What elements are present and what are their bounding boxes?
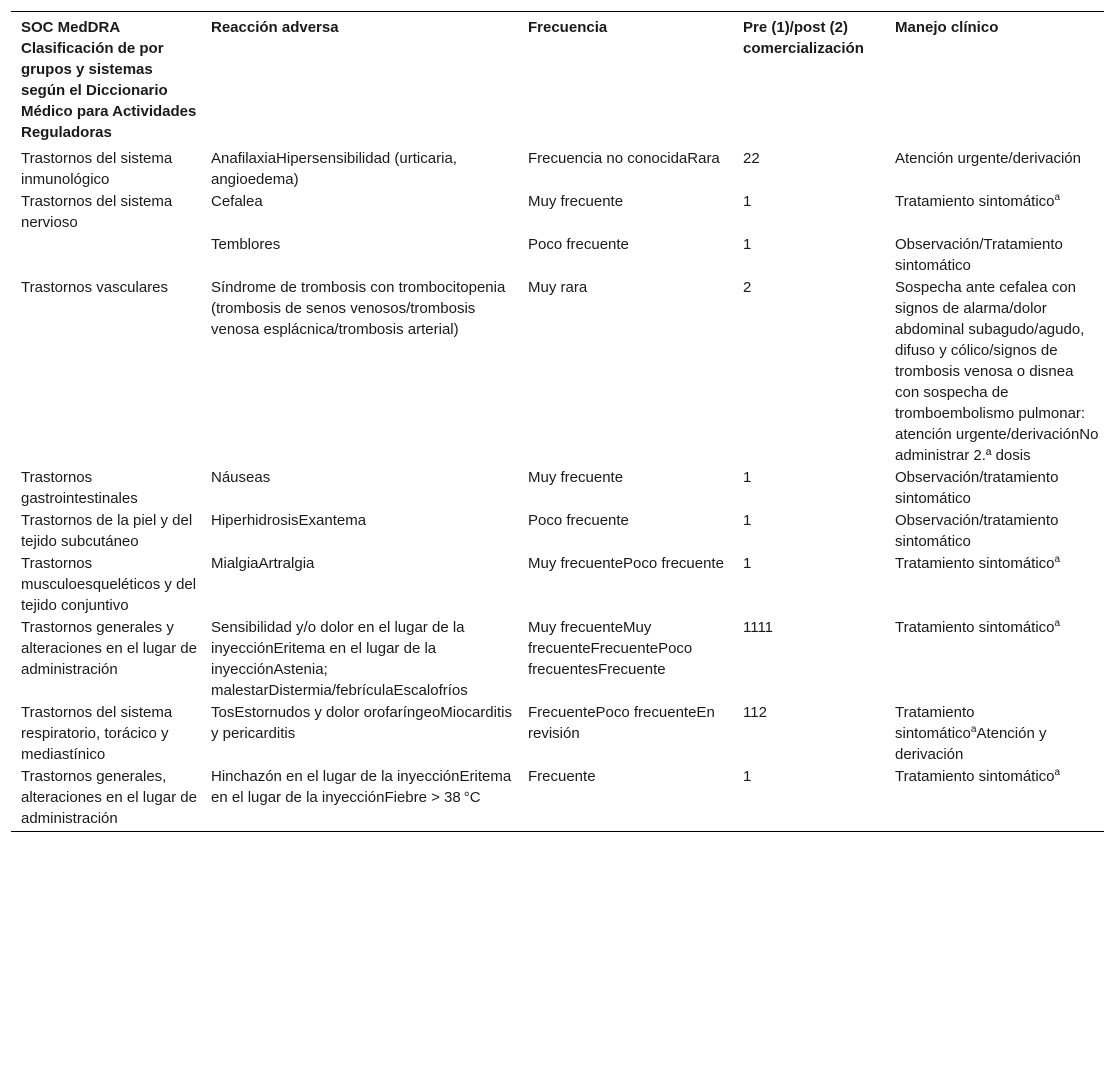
cell-prepost: 1 — [743, 193, 752, 210]
table-header — [11, 12, 1104, 147]
management-text: Observación/tratamiento sintomático — [895, 469, 1059, 507]
cell-prepost: 112 — [743, 704, 767, 721]
cell-reaction: Cefalea — [211, 193, 263, 210]
cell-frequency: Frecuente — [528, 768, 596, 785]
cell-frequency: Frecuencia no conocidaRara — [528, 150, 720, 167]
table-row — [11, 702, 1104, 766]
table-row — [11, 277, 1104, 467]
header-reaction: Reacción adversa — [211, 19, 339, 36]
cell-frequency: Poco frecuente — [528, 236, 629, 253]
cell-management — [885, 510, 1104, 553]
cell-prepost: 1 — [743, 768, 752, 785]
table-row — [11, 146, 1104, 191]
cell-reaction: Náuseas — [211, 469, 271, 486]
footnote-marker: a — [1054, 618, 1061, 629]
management-text: Observación/tratamiento sintomático — [895, 512, 1059, 550]
cell-reaction: TosEstornudos y dolor orofaríngeoMiocarditis y pericarditis — [211, 704, 512, 742]
cell-management — [885, 191, 1104, 234]
cell-prepost: 22 — [743, 150, 760, 167]
cell-reaction: Sensibilidad y/o dolor en el lugar de la inyecciónEritema en el lugar de la inyecciónAstenia; malestarDistermia/febrículaEscalofríos — [211, 619, 468, 699]
cell-management — [885, 766, 1104, 832]
cell-soc — [11, 234, 201, 277]
footnote-marker: a — [970, 724, 977, 735]
cell-frequency: Muy frecuentePoco frecuente — [528, 555, 724, 572]
cell-management — [885, 234, 1104, 277]
cell-prepost: 2 — [743, 279, 752, 296]
cell-prepost: 1 — [743, 469, 752, 486]
cell-soc: Trastornos vasculares — [21, 279, 168, 296]
cell-frequency: Muy frecuente — [528, 193, 624, 210]
table-row — [11, 467, 1104, 510]
cell-soc: Trastornos generales, alteraciones en el lugar de administración — [21, 768, 197, 827]
management-text: Sospecha ante cefalea con signos de alarma/dolor abdominal subagudo/agudo, difuso y cólico/signos de trombosis venosa o disnea con sospecha de tromboembolismo pulmonar: atención urgente/derivaciónNo administrar 2.ª dosis — [895, 279, 1099, 464]
management-text: Tratamiento sintomático — [895, 619, 1055, 636]
header-management: Manejo clínico — [895, 19, 999, 36]
header-prepost: Pre (1)/post (2) comercialización — [743, 19, 864, 57]
cell-frequency: FrecuentePoco frecuenteEn revisión — [528, 704, 715, 742]
cell-reaction: HiperhidrosisExantema — [211, 512, 367, 529]
adverse-reactions-table — [11, 11, 1104, 832]
management-text: Tratamiento sintomático — [895, 555, 1055, 572]
cell-prepost: 1 — [743, 512, 752, 529]
footnote-marker: a — [1054, 192, 1061, 203]
cell-soc: Trastornos del sistema nervioso — [21, 193, 173, 231]
cell-soc: Trastornos del sistema inmunológico — [21, 150, 173, 188]
cell-prepost: 1 — [743, 555, 752, 572]
cell-reaction: Hinchazón en el lugar de la inyecciónEritema en el lugar de la inyecciónFiebre > 38 °C — [211, 768, 512, 806]
cell-soc: Trastornos musculoesqueléticos y del tejido conjuntivo — [21, 555, 197, 614]
cell-soc: Trastornos generales y alteraciones en el lugar de administración — [21, 619, 197, 678]
management-text: Atención urgente/derivación — [895, 150, 1081, 167]
management-text: Tratamiento sintomático — [895, 704, 975, 742]
header-row — [11, 12, 1104, 147]
cell-frequency: Muy frecuenteMuy frecuenteFrecuentePoco frecuentesFrecuente — [528, 619, 693, 678]
cell-frequency: Poco frecuente — [528, 512, 629, 529]
management-text: Tratamiento sintomático — [895, 193, 1055, 210]
cell-management — [885, 146, 1104, 191]
cell-reaction: MialgiaArtralgia — [211, 555, 315, 572]
management-text: Observación/Tratamiento sintomático — [895, 236, 1063, 274]
cell-soc: Trastornos gastrointestinales — [21, 469, 138, 507]
cell-reaction: Síndrome de trombosis con trombocitopenia (trombosis de senos venosos/trombosis venosa esplácnica/trombosis arterial) — [211, 279, 506, 338]
table-row — [11, 191, 1104, 234]
cell-management — [885, 277, 1104, 467]
cell-frequency: Muy frecuente — [528, 469, 624, 486]
management-text: Tratamiento sintomático — [895, 768, 1055, 785]
management-tail-text: Atención y derivación — [895, 725, 1047, 763]
table-row — [11, 617, 1104, 702]
cell-management — [885, 702, 1104, 766]
header-frequency: Frecuencia — [528, 19, 608, 36]
table-row — [11, 234, 1104, 277]
table-row — [11, 553, 1104, 617]
footnote-marker: a — [1054, 767, 1061, 778]
table-body — [11, 146, 1104, 832]
cell-reaction: AnafilaxiaHipersensibilidad (urticaria, angioedema) — [211, 150, 457, 188]
table-row — [11, 766, 1104, 832]
cell-reaction: Temblores — [211, 236, 281, 253]
table-row — [11, 510, 1104, 553]
header-soc: SOC MedDRA Clasificación de por grupos y sistemas según el Diccionario Médico para Actividades Reguladoras — [21, 19, 197, 141]
cell-soc: Trastornos de la piel y del tejido subcutáneo — [21, 512, 193, 550]
cell-soc: Trastornos del sistema respiratorio, torácico y mediastínico — [21, 704, 173, 763]
cell-frequency: Muy rara — [528, 279, 588, 296]
footnote-marker: a — [1054, 554, 1061, 565]
cell-management — [885, 553, 1104, 617]
cell-management — [885, 617, 1104, 702]
cell-management — [885, 467, 1104, 510]
cell-prepost: 1111 — [743, 619, 774, 636]
cell-prepost: 1 — [743, 236, 752, 253]
